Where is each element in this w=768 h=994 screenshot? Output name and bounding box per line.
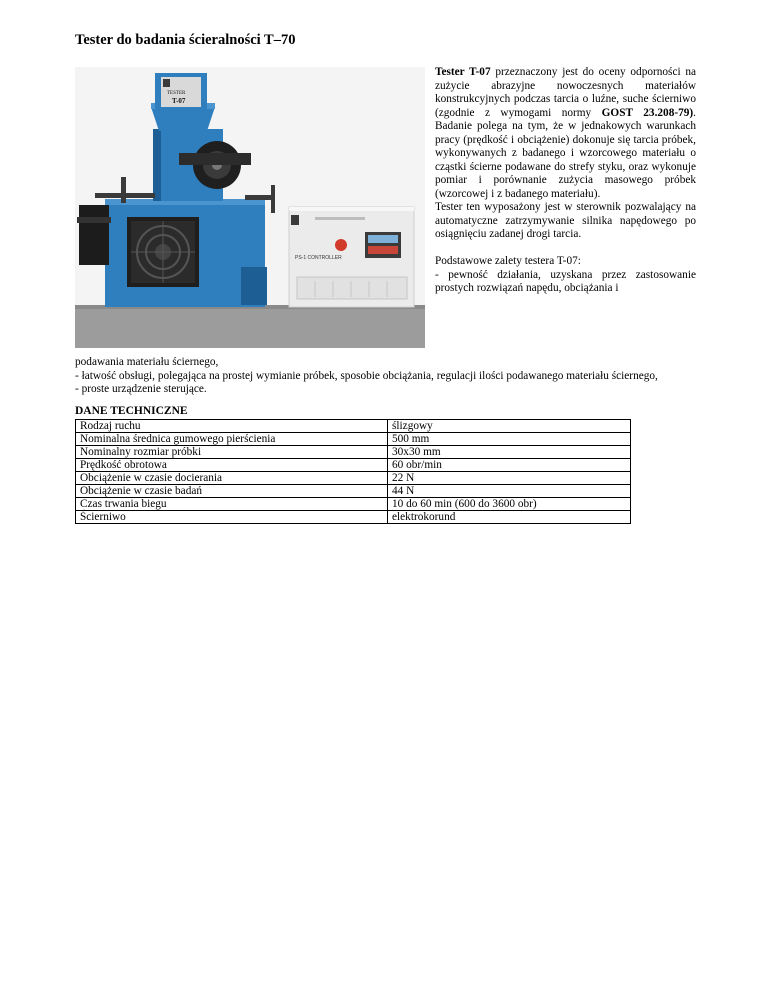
tech-value-cell: 10 do 60 min (600 do 3600 obr) [388, 498, 631, 511]
product-name: Tester T-07 [435, 66, 491, 78]
table-row [76, 459, 631, 472]
controller-sentence: Tester ten wyposażony jest w sterownik pozwalający na automatyczne zatrzymywanie silnika napędowego po osiągnięciu zadanej drogi tarcia. [435, 201, 696, 240]
tech-value-cell: ślizgowy [388, 420, 631, 433]
advantage-item-2: - łatwość obsługi, polegająca na prostej wymianie próbek, sposobie obciążania, regulacji ilości podawanego materiału ściernego, [75, 369, 658, 382]
tech-label-cell: Nominalny rozmiar próbki [76, 446, 388, 459]
tech-label-cell: Nominalna średnica gumowego pierścienia [76, 433, 388, 446]
device-label-line2: T-07 [172, 97, 186, 105]
advantage-item-1-start: - pewność działania, uzyskana przez zastosowanie prostych rozwiązań napędu, obciążania i [435, 268, 696, 294]
granite-table [75, 305, 425, 348]
tech-data-body [76, 420, 631, 524]
table-row [76, 420, 631, 433]
table-row [76, 433, 631, 446]
tester-photo-illustration [75, 67, 425, 348]
advantages-heading: Podstawowe zalety testera T-07: [435, 255, 581, 267]
tech-label-cell: Prędkość obrotowa [76, 459, 388, 472]
tester-photo [75, 67, 425, 348]
tech-value-cell: 500 mm [388, 433, 631, 446]
table-row [76, 485, 631, 498]
tech-data-table [75, 419, 631, 524]
tech-label-cell: Rodzaj ruchu [76, 420, 388, 433]
table-row [76, 498, 631, 511]
standard-reference: GOST 23.208-79) [601, 106, 694, 119]
device-label-line1: TESTER [167, 91, 186, 96]
advantage-item-1-end: podawania materiału ściernego, [75, 356, 219, 368]
intro-column [435, 66, 696, 296]
intro-sentence-2: . Badanie polega na tym, że w jednakowych warunkach pracy (prędkość i obciążenie) dokonuje się tarcia próbek, wykonywanych z badanego i wzorcowego materiału o cząstki ścierne podawane do strefy styku, oraz wykonuje pomiar i porównanie zużycia masowego próbek (wzorcowej i z badanego materiału). [435, 106, 696, 200]
controller-box [289, 207, 414, 307]
table-row [76, 511, 631, 524]
table-row [76, 472, 631, 485]
tech-value-cell: 60 obr/min [388, 459, 631, 472]
tech-label-cell: Czas trwania biegu [76, 498, 388, 511]
controller-label: PS-1 CONTROLLER [295, 255, 342, 261]
tech-label-cell: Obciążenie w czasie docierania [76, 472, 388, 485]
tech-value-cell: elektrokorund [388, 511, 631, 524]
advantages-paragraph [435, 255, 696, 296]
intro-paragraph [435, 66, 696, 242]
intro-sentence-1: przeznaczony jest do oceny odporności na zużycie abrazyjne nowoczesnych materiałów konstrukcyjnych podczas tarcia o luźne, suche ścierniwo (zgodnie z wymogami normy [435, 66, 697, 119]
tech-data-heading: DANE TECHNICZNE [75, 405, 188, 417]
advantages-continued [75, 356, 696, 397]
tech-label-cell: Ścierniwo [76, 511, 388, 524]
tech-value-cell: 44 N [388, 485, 631, 498]
document-title: Tester do badania ścieralności T–70 [75, 32, 296, 48]
tech-value-cell: 30x30 mm [388, 446, 631, 459]
tech-label-cell: Obciążenie w czasie badań [76, 485, 388, 498]
advantage-item-3: - proste urządzenie sterujące. [75, 383, 207, 395]
tech-value-cell: 22 N [388, 472, 631, 485]
table-row [76, 446, 631, 459]
